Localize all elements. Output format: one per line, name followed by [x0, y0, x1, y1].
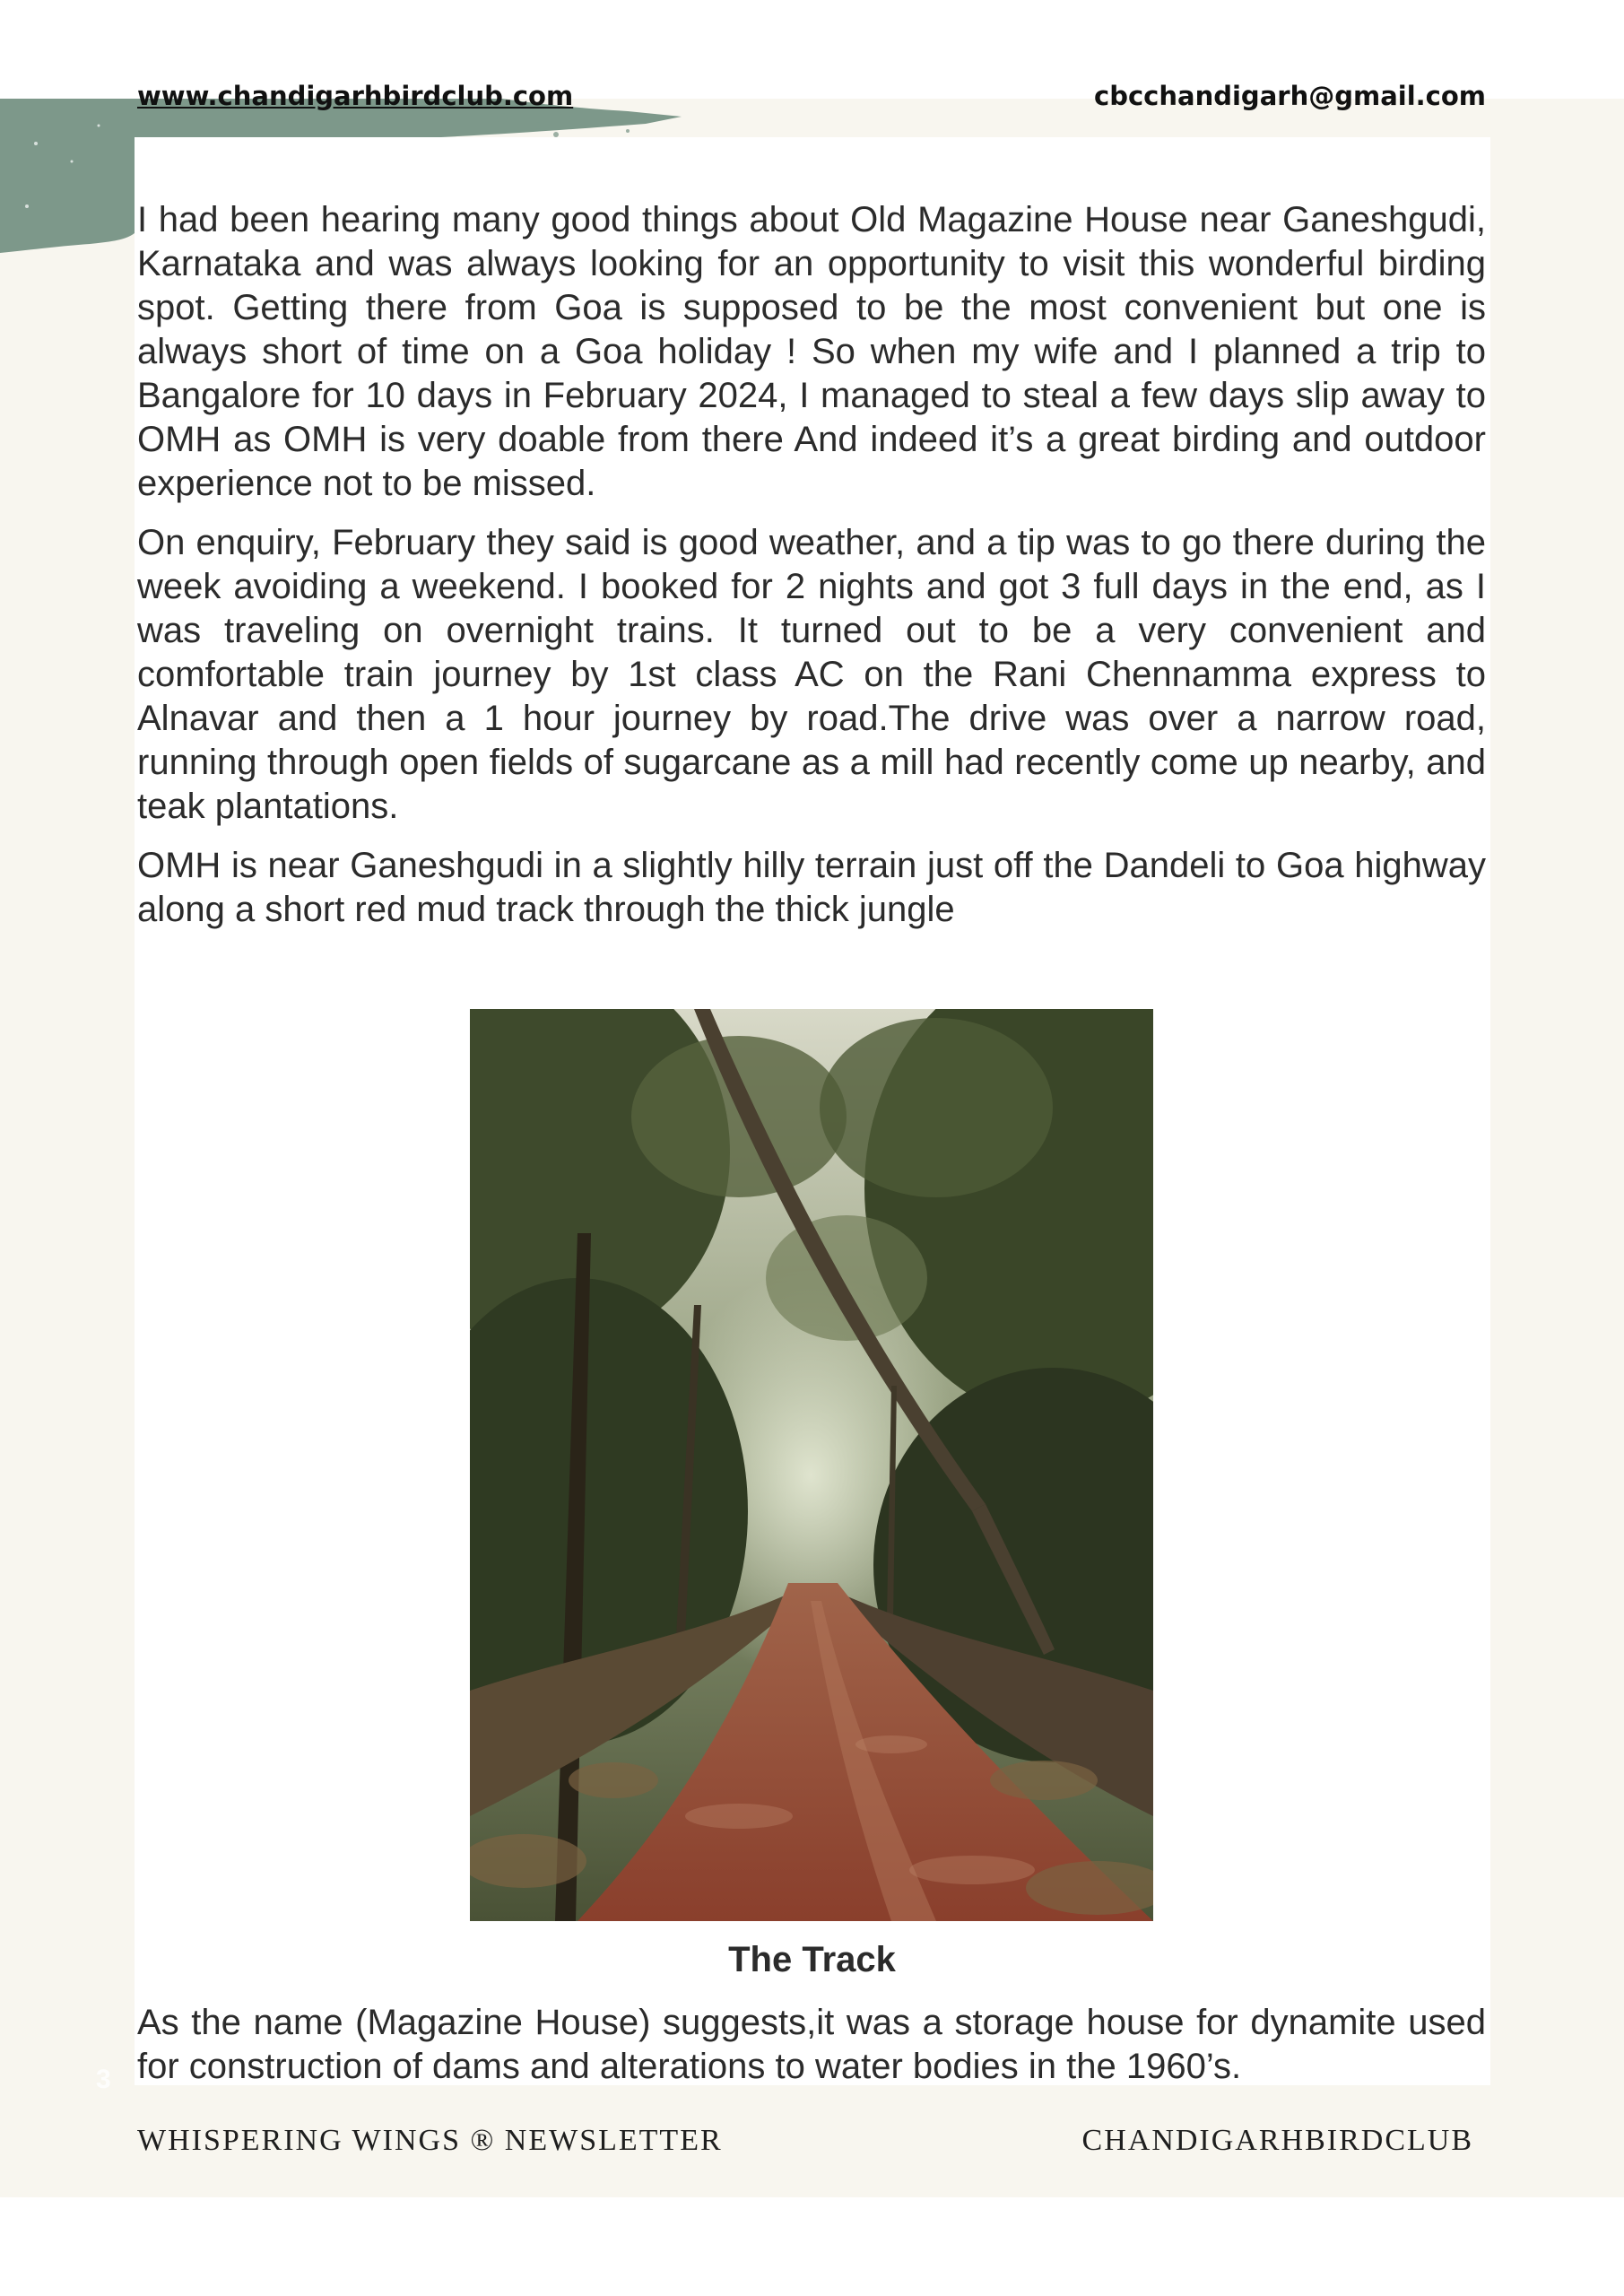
- paragraph-text: As the name (Magazine House) suggests,it was a storage house for dynamite used for construction of dams and alterations to water bodies in the 1960’s.: [137, 2003, 1486, 2086]
- paragraph-text: OMH is near Ganeshgudi in a slightly hilly terrain just off the Dandeli to Goa highway along a short red mud track through the thick jungle: [137, 846, 1486, 929]
- article-paragraph: [137, 844, 1486, 932]
- website-link[interactable]: www.chandigarhbirdclub.com: [137, 81, 574, 111]
- page-number: 3: [96, 2065, 111, 2094]
- email-address[interactable]: cbcchandigarh@gmail.com: [1094, 81, 1486, 111]
- article-paragraph: [137, 521, 1486, 829]
- club-name: CHANDIGARHBIRDCLUB: [1081, 2124, 1473, 2157]
- photo-caption: The Track: [728, 1940, 896, 1979]
- track-photo: [470, 1009, 1153, 1921]
- article-paragraph: [137, 198, 1486, 506]
- newsletter-title: WHISPERING WINGS ® NEWSLETTER: [137, 2124, 723, 2157]
- paragraph-text: I had been hearing many good things about Old Magazine House near Ganeshgudi, Karnataka and was always looking for an opportunity to visit this wonderful birding spot. Getting there from Goa is supposed to be the most convenient but one is always short of time on a Goa holiday ! So when my wife and I planned a trip to Bangalore for 10 days in February 2024, I managed to steal a few days slip away to OMH as OMH is very doable from there And indeed it’s a great birding and outdoor experience not to be missed.: [137, 200, 1486, 503]
- article-paragraph: [137, 2001, 1486, 2089]
- paragraph-text: On enquiry, February they said is good weather, and a tip was to go there during the week avoiding a weekend. I booked for 2 nights and got 3 full days in the end, as I was traveling on overnight trains. It turned out to be a very convenient and comfortable train journey by 1st class AC on the Rani Chennamma express to Alnavar and then a 1 hour journey by road.The drive was over a narrow road, running through open fields of sugarcane as a mill had recently come up nearby, and teak plantations.: [137, 523, 1486, 826]
